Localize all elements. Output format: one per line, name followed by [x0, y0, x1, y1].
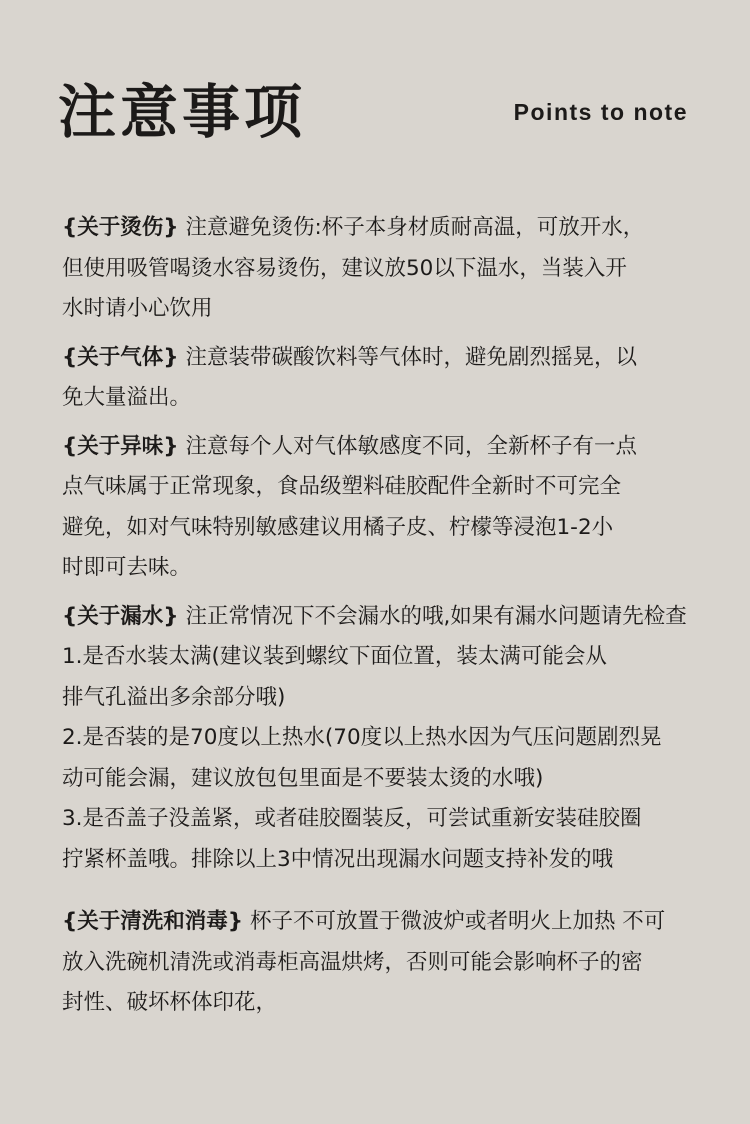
note-odor	[62, 427, 702, 589]
header	[58, 66, 698, 156]
note-line: 封性、破坏杯体印花，	[62, 990, 278, 1015]
note-line: 免大量溢出。	[62, 385, 192, 410]
note-text: 注意避免烫伤:杯子本身材质耐高温，可放开水，	[178, 215, 645, 240]
note-line: 避免，如对气味特别敏感建议用橘子皮、柠檬等浸泡1-2小	[62, 514, 614, 540]
note-line: 3.是否盖子没盖紧，或者硅胶圈装反，可尝试重新安装硅胶圈	[62, 806, 642, 831]
page-subtitle: Points to note	[513, 99, 688, 125]
note-line: 水时请小心饮用	[62, 296, 213, 321]
page-title: 注意事项	[58, 78, 307, 146]
note-tag: {关于漏水}	[62, 603, 179, 629]
note-line	[62, 338, 702, 379]
note-line: 时即可去味。	[62, 555, 192, 580]
note-tag: {关于异味}	[62, 433, 179, 459]
note-line: 动可能会漏，建议放包包里面是不要装太烫的水哦)	[62, 765, 544, 791]
note-tag: {关于气体}	[62, 344, 179, 370]
note-line: 点气味属于正常现象，食品级塑料硅胶配件全新时不可完全	[62, 474, 622, 499]
note-text: 注意装带碳酸饮料等气体时，避免剧烈摇晃，以	[178, 344, 637, 370]
note-line	[62, 208, 702, 249]
note-text: 杯子不可放置于微波炉或者明火上加热 不可	[243, 909, 666, 934]
notes-list	[62, 208, 702, 1024]
note-line	[62, 902, 702, 943]
note-line: 但使用吸管喝烫水容易烫伤，建议放50以下温水，当装入开	[62, 255, 627, 281]
note-tag: {关于清洗和消毒}	[62, 909, 244, 934]
note-gas	[62, 338, 702, 419]
note-tag: {关于烫伤}	[62, 215, 179, 240]
note-line: 拧紧杯盖哦。排除以上3中情况出现漏水问题支持补发的哦	[62, 846, 614, 872]
note-line	[62, 597, 702, 638]
note-scald	[62, 208, 702, 330]
note-line: 排气孔溢出多余部分哦)	[62, 684, 286, 710]
note-line: 放入洗碗机清洗或消毒柜高温烘烤，否则可能会影响杯子的密	[62, 949, 643, 975]
note-line: 2.是否装的是70度以上热水(70度以上热水因为气压问题剧烈晃	[62, 725, 662, 750]
note-line	[62, 427, 702, 468]
note-text: 注正常情况下不会漏水的哦,如果有漏水问题请先检查	[178, 603, 687, 629]
note-cleaning	[62, 902, 702, 1024]
note-line: 1.是否水装太满(建议装到螺纹下面位置，装太满可能会从	[62, 644, 607, 669]
note-text: 注意每个人对气体敏感度不同，全新杯子有一点	[178, 433, 637, 459]
note-leak	[62, 597, 702, 881]
